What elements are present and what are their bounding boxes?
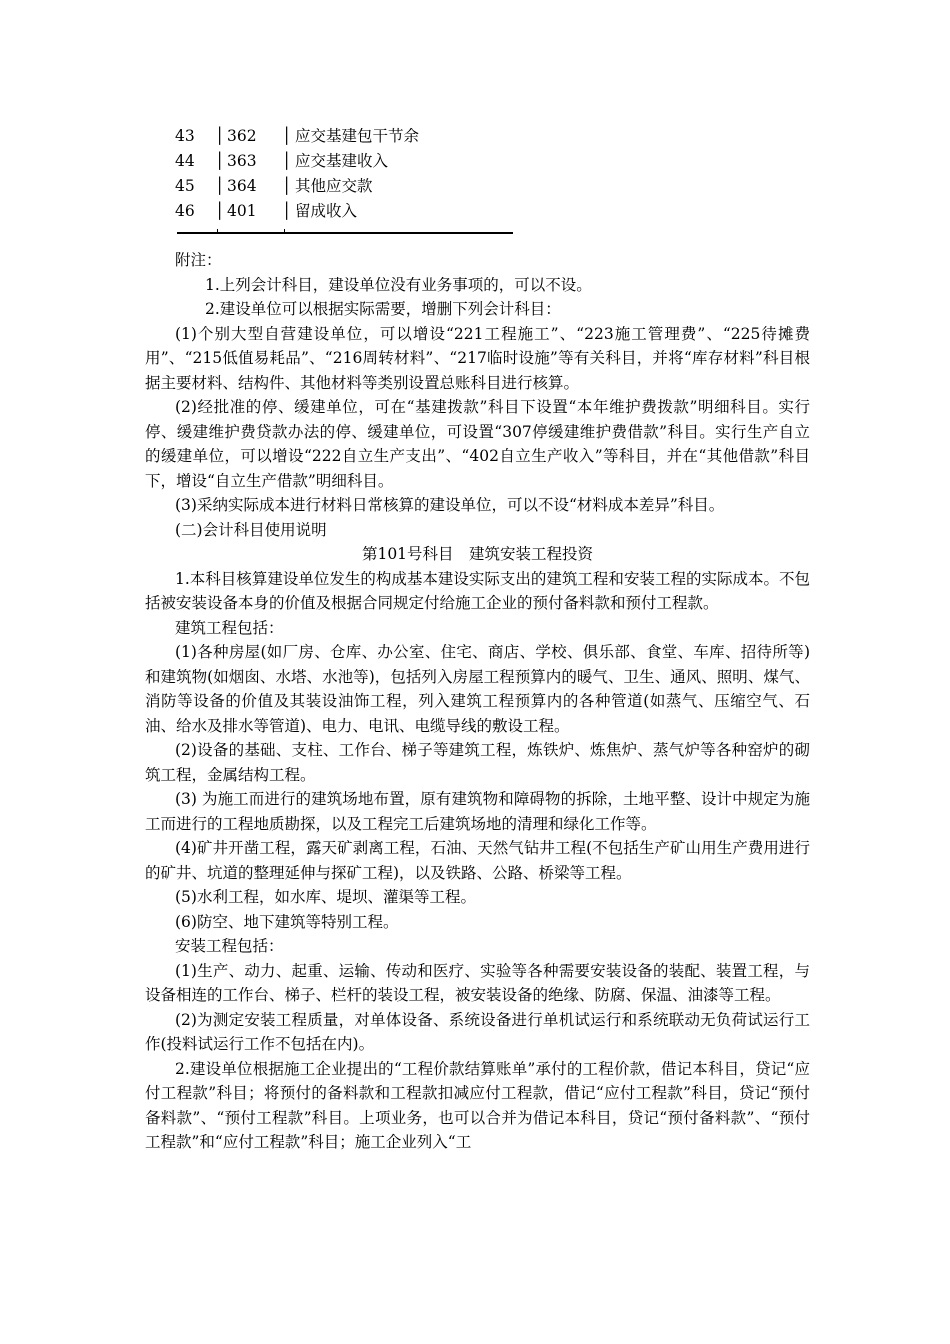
note-paragraph: (1)个别大型自营建设单位，可以增设“221工程施工”、“223施工管理费”、“225待摊费用”、“215低值易耗品”、“216周转材料”、“217临时设施”等有关科目，并将“库存材料”科目根据主要材料、结构件、其他材料等类别设置总账科目进行核算。 — [145, 324, 810, 392]
body-paragraph: (1)各种房屋(如厂房、仓库、办公室、住宅、商店、学校、俱乐部、食堂、车库、招待所等)和建筑物(如烟囱、水塔、水池等)，包括列入房屋工程预算内的暖气、卫生、通风、照明、煤气、消防等设备的价值及其装设油饰工程，列入建筑工程预算内的各种管道(如蒸气、压缩空气、石油、给水及排水等管道)、电力、电讯、电缆导线的敷设工程。 — [145, 643, 810, 735]
column-separator: │ — [215, 202, 225, 220]
note-paragraph: 2.建设单位可以根据实际需要，增删下列会计科目： — [205, 300, 561, 318]
table-rule-tick — [284, 229, 285, 234]
document-body — [145, 248, 810, 1155]
table-bottom-rule — [177, 232, 513, 234]
table-rule-tick — [217, 229, 218, 234]
column-separator: │ — [282, 127, 292, 145]
note-paragraph: (2)经批准的停、缓建单位，可在“基建拨款”科目下设置“本年维护费拨款”明细科目。实行停、缓建维护费贷款办法的停、缓建单位，可设置“307停缓建维护费借款”科目。实行生产自立的缓建单位，可以增设“222自立生产支出”、“402自立生产收入”等科目，并在“其他借款”科目下，增设“自立生产借款”明细科目。 — [145, 398, 810, 490]
account-code: 362 — [227, 127, 257, 145]
column-separator: │ — [282, 177, 292, 195]
body-paragraph: 2.建设单位根据施工企业提出的“工程价款结算账单”承付的工程价款，借记本科目，贷记“应付工程款”科目；将预付的备料款和工程款扣减应付工程款，借记“应付工程款”科目，贷记“预付备料款”、“预付工程款”科目。上项业务，也可以合并为借记本科目，贷记“预付备料款”、“预付工程款”和“应付工程款”科目；施工企业列入“工 — [145, 1059, 810, 1151]
column-separator: │ — [215, 177, 225, 195]
account-code: 363 — [227, 152, 257, 170]
account-code: 401 — [227, 202, 257, 220]
account-name: 留成收入 — [295, 202, 358, 220]
body-paragraph: (1)生产、动力、起重、运输、传动和医疗、实验等各种需要安装设备的装配、装置工程，与设备相连的工作台、梯子、栏杆的装设工程，被安装设备的绝缘、防腐、保温、油漆等工程。 — [145, 961, 810, 1004]
body-paragraph: 1.本科目核算建设单位发生的构成基本建设实际支出的建筑工程和安装工程的实际成本。不包括被安装设备本身的价值及根据合同规定付给施工企业的预付备料款和预付工程款。 — [145, 569, 810, 612]
row-number: 45 — [175, 177, 195, 195]
row-number: 46 — [175, 202, 195, 220]
section-heading: (二)会计科目使用说明 — [175, 520, 327, 539]
column-separator: │ — [282, 202, 292, 220]
body-paragraph: (6)防空、地下建筑等特别工程。 — [175, 912, 399, 931]
account-name: 应交基建包干节余 — [295, 127, 420, 145]
body-paragraph: (4)矿井开凿工程，露天矿剥离工程，石油、天然气钻井工程(不包括生产矿山用生产费用进行的矿井、坑道的整理延伸与探矿工程)，以及铁路、公路、桥梁等工程。 — [145, 839, 810, 882]
subsection-heading: 建筑工程包括： — [175, 618, 284, 637]
column-separator: │ — [282, 152, 292, 170]
account-name: 其他应交款 — [295, 177, 373, 195]
column-separator: │ — [215, 127, 225, 145]
row-number: 43 — [175, 127, 195, 145]
note-paragraph: (3)采纳实际成本进行材料日常核算的建设单位，可以不设“材料成本差异”科目。 — [175, 496, 725, 514]
column-separator: │ — [215, 152, 225, 170]
note-paragraph: 1.上列会计科目，建设单位没有业务事项的，可以不设。 — [205, 275, 592, 294]
account-name: 应交基建收入 — [295, 152, 389, 170]
row-number: 44 — [175, 152, 195, 170]
body-paragraph: (2)设备的基础、支柱、工作台、梯子等建筑工程，炼铁炉、炼焦炉、蒸气炉等各种窑炉的砌筑工程，金属结构工程。 — [145, 741, 810, 784]
body-paragraph: (3) 为施工而进行的建筑场地布置，原有建筑物和障碍物的拆除，土地平整、设计中规定为施工而进行的工程地质勘探，以及工程完工后建筑场地的清理和绿化工作等。 — [145, 790, 810, 833]
subject-title: 第101号科目 建筑安装工程投资 — [361, 545, 594, 563]
account-code: 364 — [227, 177, 257, 195]
subsection-heading: 安装工程包括： — [175, 937, 284, 955]
body-paragraph: (5)水利工程，如水库、堤坝、灌渠等工程。 — [175, 888, 476, 906]
body-paragraph: (2)为测定安装工程质量，对单体设备、系统设备进行单机试运行和系统联动无负荷试运行工作(投料试运行工作不包括在内)。 — [145, 1010, 810, 1053]
notes-heading: 附注： — [175, 251, 222, 269]
